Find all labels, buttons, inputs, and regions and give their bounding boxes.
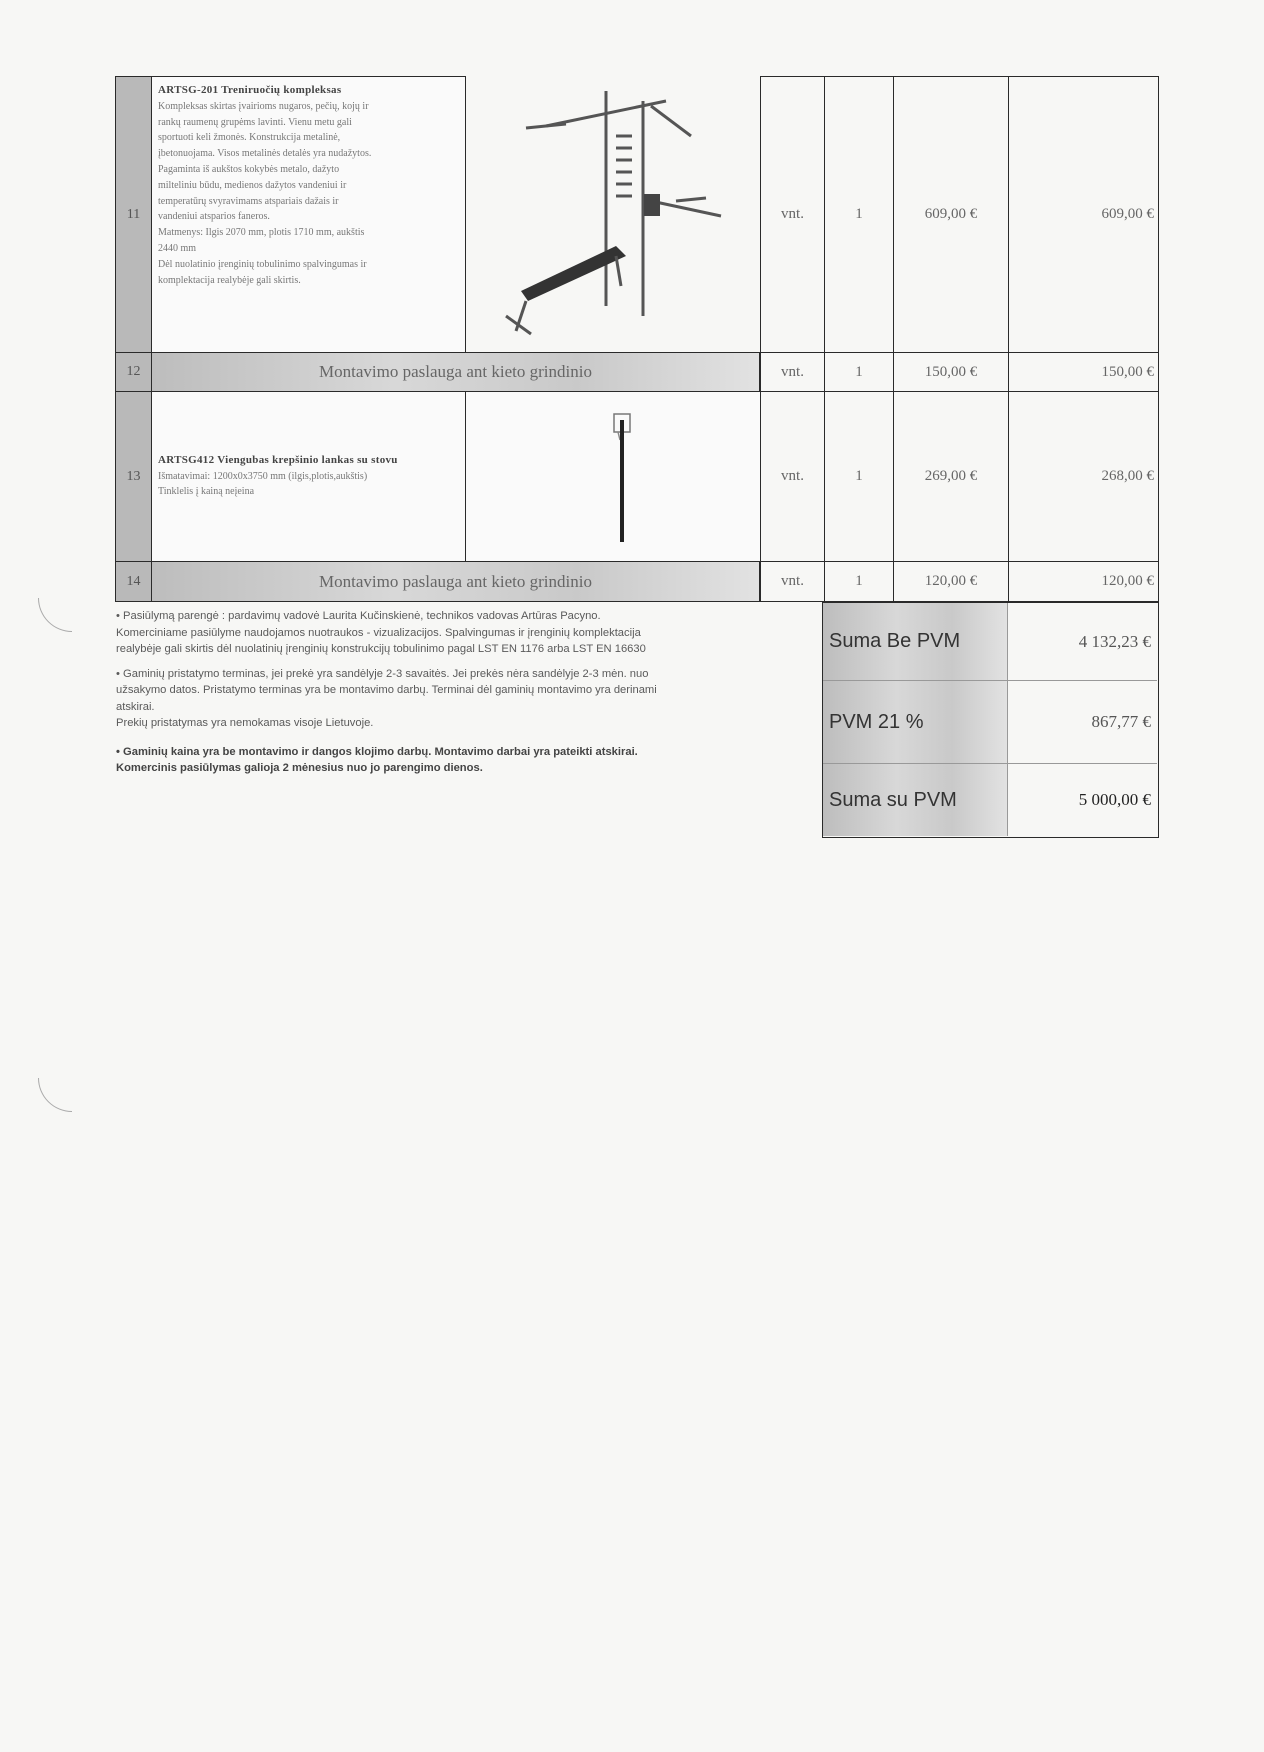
training-complex-image	[466, 76, 760, 353]
desc-line: sportuoti keli žmonės. Konstrukcija metalinė,	[158, 132, 341, 144]
unit-price: 150,00 €	[924, 363, 978, 380]
service-cell	[151, 561, 760, 602]
row-number: 13	[126, 468, 141, 484]
summary-value-cell	[1008, 764, 1157, 836]
qty-cell	[824, 391, 894, 562]
note-line: realybėje gali skirtis dėl nuolatinių įrenginių konstrukcijų tobulinimo pagal LST EN 1176 arba LST EN 16630	[116, 643, 646, 655]
note-line: užsakymo datos. Pristatymo terminas yra be montavimo darbų. Terminai dėl gaminių montavimo yra derinami	[116, 684, 657, 696]
quantity: 1	[855, 206, 863, 222]
summary-value-cell	[1008, 603, 1157, 680]
summary-row	[823, 681, 1157, 764]
total-cell	[1008, 391, 1159, 562]
line-total: 120,00 €	[1101, 573, 1154, 589]
unit-cell	[760, 76, 825, 353]
unit-cell	[760, 391, 825, 562]
unit-cell	[760, 352, 825, 392]
subtotal-value: 4 132,23 €	[1078, 631, 1151, 651]
desc-line: Kompleksas skirtas įvairioms nugaros, pečių, kojų ir	[158, 100, 369, 112]
product-title: ARTSG412 Viengubas krepšinio lankas su stovu	[158, 453, 398, 466]
vat-value: 867,77 €	[1091, 712, 1151, 731]
note-line: Komerciniame pasiūlyme naudojamos nuotraukos - vizualizacijos. Spalvingumas ir įrenginių komplektacija	[116, 626, 641, 639]
summary-label-cell	[823, 681, 1008, 763]
row-number-cell	[115, 391, 152, 562]
desc-line: Tinklelis į kainą neįeina	[158, 486, 255, 498]
product-title: ARTSG-201 Treniruočių kompleksas	[158, 84, 342, 96]
summary-row	[823, 764, 1157, 836]
qty-cell	[824, 352, 894, 392]
desc-line: vandeniui atsparios faneros.	[158, 211, 270, 223]
qty-cell	[824, 561, 894, 602]
grand-total-value: 5 000,00 €	[1078, 790, 1151, 809]
description-cell	[151, 391, 466, 562]
desc-line: Išmatavimai: 1200x0x3750 mm (ilgis,plotis,aukštis)	[158, 470, 368, 482]
note-line: • Pasiūlymą parengė : pardavimų vadovė Laurita Kučinskienė, technikos vadovas Artūras Pacyno.	[116, 610, 601, 622]
price-cell	[893, 391, 1009, 562]
quantity: 1	[855, 573, 863, 589]
row-number-cell	[115, 352, 152, 392]
notes-block	[116, 608, 816, 777]
note-line: • Gaminių kaina yra be montavimo ir dangos klojimo darbų. Montavimo darbai yra pateikti atskirai.	[116, 745, 638, 758]
price-cell	[893, 76, 1009, 353]
line-total: 150,00 €	[1101, 363, 1154, 380]
desc-line: rankų raumenų grupėms lavinti. Vienu metu gali	[158, 116, 352, 128]
unit-cell	[760, 561, 825, 602]
note-line: Komercinis pasiūlymas galioja 2 mėnesius nuo jo parengimo dienos.	[116, 762, 483, 774]
grand-total-label: Suma su PVM	[829, 788, 957, 811]
total-cell	[1008, 352, 1159, 392]
service-label: Montavimo paslauga ant kieto grindinio	[319, 362, 592, 381]
price-cell	[893, 352, 1009, 392]
unit-price: 120,00 €	[924, 573, 978, 589]
summary-table	[822, 602, 1159, 838]
note-line: Prekių pristatymas yra nemokamas visoje Lietuvoje.	[116, 717, 374, 729]
row-number: 11	[126, 206, 141, 222]
note-line: • Gaminių pristatymo terminas, jei prekė yra sandėlyje 2-3 savaitės. Jei prekės nėra sandėlyje 2-3 mėn. nuo	[116, 667, 649, 680]
service-cell	[151, 352, 760, 392]
product-image-cell	[465, 391, 761, 562]
unit: vnt.	[781, 573, 804, 589]
unit-price: 269,00 €	[924, 468, 978, 484]
summary-row	[823, 603, 1157, 681]
punch-hole-top	[38, 598, 72, 632]
desc-line: Dėl nuolatinio įrenginių tobulinimo spalvingumas ir	[158, 258, 367, 270]
summary-label-cell	[823, 603, 1008, 680]
unit: vnt.	[781, 363, 804, 380]
subtotal-label: Suma Be PVM	[829, 630, 961, 652]
line-total: 268,00 €	[1101, 468, 1154, 484]
product-description	[152, 77, 465, 288]
quantity: 1	[855, 363, 863, 380]
desc-line: Matmenys: Ilgis 2070 mm, plotis 1710 mm, aukštis	[158, 227, 365, 239]
row-number: 14	[126, 573, 141, 589]
desc-line: įbetonuojama. Visos metalinės detalės yra nudažytos.	[158, 148, 372, 160]
service-label: Montavimo paslauga ant kieto grindinio	[319, 571, 592, 591]
desc-line: Pagaminta iš aukštos kokybės metalo, dažyto	[158, 163, 340, 175]
unit: vnt.	[781, 206, 804, 222]
vat-label: PVM 21 %	[829, 710, 924, 733]
total-cell	[1008, 561, 1159, 602]
desc-line: 2440 mm	[158, 242, 197, 254]
note-line: atskirai.	[116, 700, 155, 713]
desc-line: komplektacija realybėje gali skirtis.	[158, 274, 301, 286]
unit: vnt.	[781, 468, 804, 484]
desc-line: temperatūrų svyravimams atspariais dažais ir	[158, 195, 339, 207]
qty-cell	[824, 76, 894, 353]
basketball-hoop-image	[466, 392, 760, 561]
product-description	[152, 453, 402, 500]
summary-value-cell	[1008, 681, 1157, 763]
description-cell	[151, 76, 466, 353]
product-image-cell	[466, 76, 760, 353]
unit-price: 609,00 €	[924, 206, 978, 222]
punch-hole-bottom	[38, 1078, 72, 1112]
quantity: 1	[855, 468, 863, 484]
line-total: 609,00 €	[1101, 206, 1154, 222]
desc-line: milteliniu būdu, medienos dažytos vandeniui ir	[158, 179, 347, 191]
price-cell	[893, 561, 1009, 602]
row-number: 12	[126, 364, 141, 379]
row-number-cell	[115, 561, 152, 602]
summary-label-cell	[823, 764, 1008, 836]
total-cell	[1008, 76, 1159, 353]
row-number-cell	[115, 76, 152, 353]
